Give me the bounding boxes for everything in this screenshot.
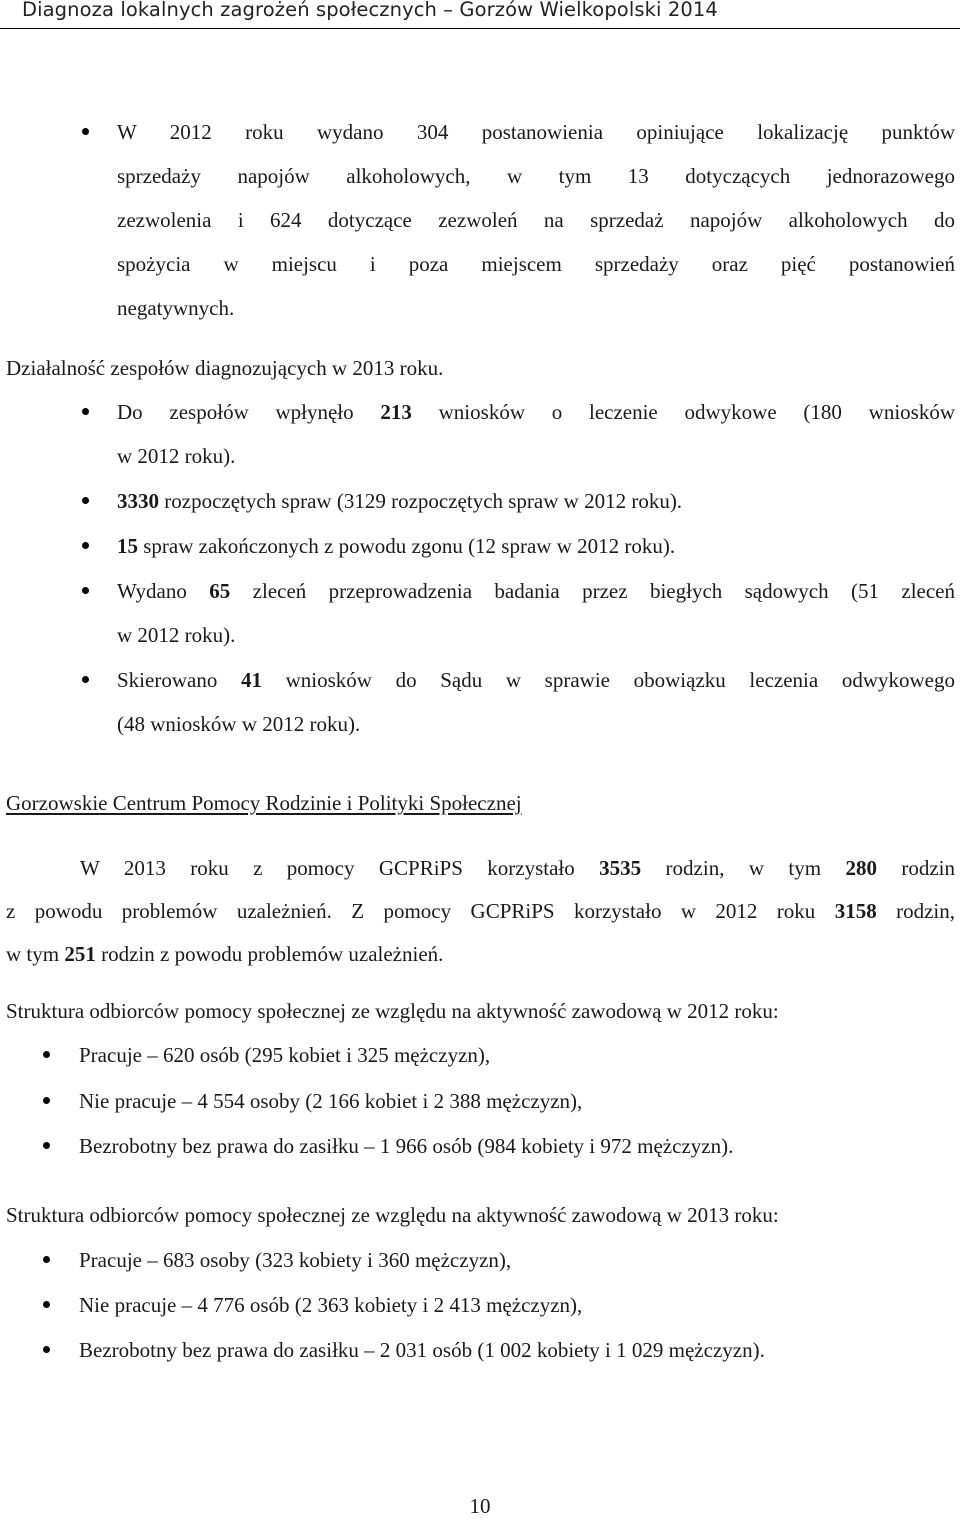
list-item-continuation: w 2012 roku).	[117, 623, 236, 647]
bullet-line: spożycia w miejscu i poza miejscem sprzedaży oraz pięć postanowień	[117, 252, 955, 276]
list-item: Do zespołów wpłynęło 213 wniosków o leczenie odwykowe (180 wniosków	[117, 400, 955, 424]
list-item: Nie pracuje – 4 554 osoby (2 166 kobiet i 2 388 mężczyzn),	[79, 1089, 583, 1113]
page-header	[0, 0, 960, 29]
list-item: Pracuje – 620 osób (295 kobiet i 325 mężczyzn),	[79, 1043, 491, 1067]
header-title: Diagnoza lokalnych zagrożeń społecznych – Gorzów Wielkopolski 2014	[22, 0, 718, 21]
list-item: 15 spraw zakończonych z powodu zgonu (12 spraw w 2012 roku).	[117, 534, 676, 558]
list-item: Bezrobotny bez prawa do zasiłku – 2 031 osób (1 002 kobiety i 1 029 mężczyzn).	[79, 1338, 765, 1362]
list-item: 3330 rozpoczętych spraw (3129 rozpoczętych spraw w 2012 roku).	[117, 489, 683, 513]
list-item: Wydano 65 zleceń przeprowadzenia badania przez biegłych sądowych (51 zleceń	[117, 579, 955, 603]
structure-2013-heading: Struktura odbiorców pomocy społecznej ze względu na aktywność zawodową w 2013 roku:	[6, 1203, 779, 1227]
paragraph-line: W 2013 roku z pomocy GCPRiPS korzystało 3535 rodzin, w tym 280 rodzin	[80, 856, 955, 880]
list-item-continuation: w 2012 roku).	[117, 444, 236, 468]
section-heading-gcprips: Gorzowskie Centrum Pomocy Rodzinie i Polityki Społecznej	[6, 791, 522, 815]
list-item-continuation: (48 wniosków w 2012 roku).	[117, 712, 361, 736]
paragraph-line: z powodu problemów uzależnień. Z pomocy GCPRiPS korzystało w 2012 roku 3158 rodzin,	[6, 899, 955, 923]
bullet-line: negatywnych.	[117, 296, 235, 320]
structure-2012-heading: Struktura odbiorców pomocy społecznej ze względu na aktywność zawodową w 2012 roku:	[6, 999, 779, 1023]
list-item: Bezrobotny bez prawa do zasiłku – 1 966 osób (984 kobiety i 972 mężczyzn).	[79, 1134, 734, 1158]
list-item: Skierowano 41 wniosków do Sądu w sprawie obowiązku leczenia odwykowego	[117, 668, 955, 692]
page-number: 10	[469, 1494, 491, 1518]
bullet-line: W 2012 roku wydano 304 postanowienia opiniujące lokalizację punktów	[117, 120, 955, 144]
section-heading-teams: Działalność zespołów diagnozujących w 2013 roku.	[6, 356, 444, 380]
bullet-line: zezwolenia i 624 dotyczące zezwoleń na sprzedaż napojów alkoholowych do	[117, 208, 955, 232]
paragraph-line: w tym 251 rodzin z powodu problemów uzależnień.	[6, 942, 444, 966]
list-item: Pracuje – 683 osoby (323 kobiety i 360 mężczyzn),	[79, 1248, 512, 1272]
bullet-line: sprzedaży napojów alkoholowych, w tym 13 dotyczących jednorazowego	[117, 164, 955, 188]
list-item: Nie pracuje – 4 776 osób (2 363 kobiety i 2 413 mężczyzn),	[79, 1293, 583, 1317]
